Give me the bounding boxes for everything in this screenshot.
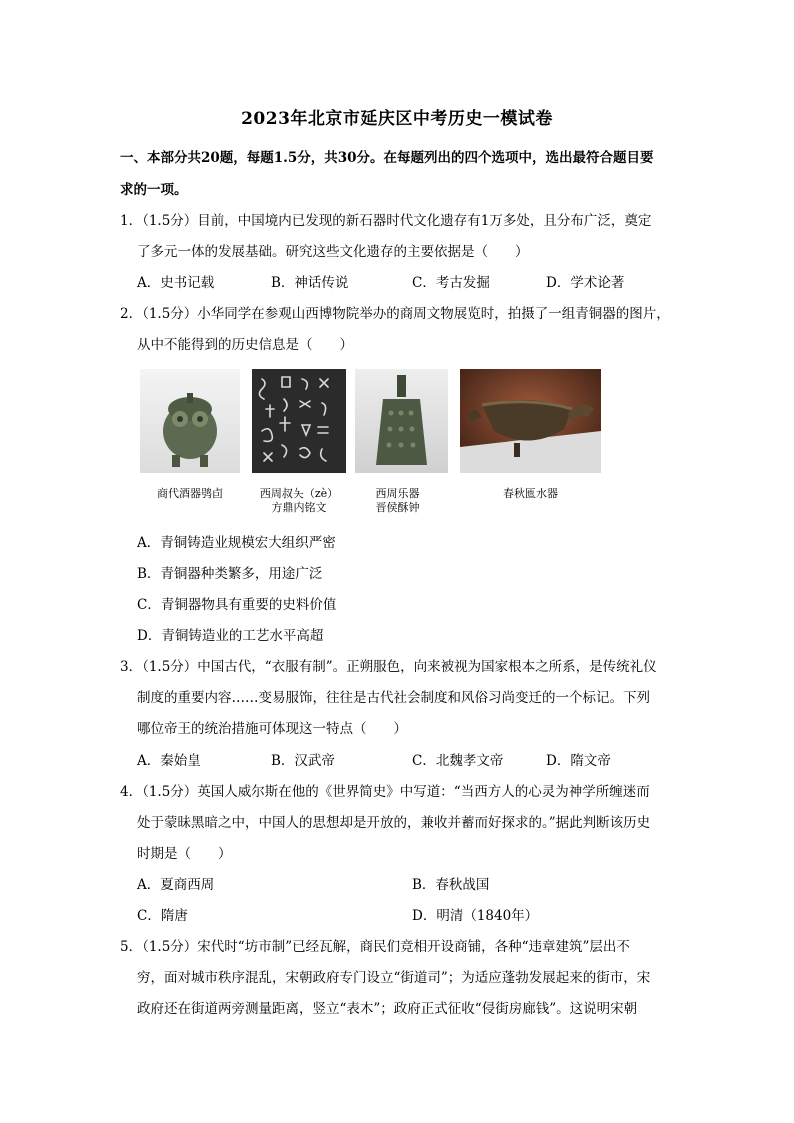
bronze-owl-vessel-image bbox=[140, 369, 240, 473]
question-1-line1: 1．（1.5分）目前，中国境内已发现的新石器时代文化遗存有1万多处，且分布广泛，奠定 bbox=[120, 213, 652, 229]
question-2-option-d: D．青铜铸造业的工艺水平高超 bbox=[137, 628, 324, 644]
question-1-option-a: A．史书记载 bbox=[137, 275, 215, 291]
bronze-bell-image bbox=[355, 369, 448, 473]
caption-bell-line2: 晋侯酥钟 bbox=[375, 501, 420, 514]
question-4-line2: 处于蒙昧黑暗之中，中国人的思想却是开放的，兼收并蓄而好探求的。”据此判断该历史 bbox=[137, 815, 651, 831]
section-instruction-line1: 一、本部分共20题，每题1.5分，共30分。在每题列出的四个选项中，选出最符合题目要 bbox=[120, 150, 654, 166]
question-5-line1: 5．（1.5分）宋代时“坊市制”已经瓦解，商民们竞相开设商铺，各种“违章建筑”层出不 bbox=[120, 939, 630, 955]
question-4-option-b: B．春秋战国 bbox=[412, 877, 490, 893]
bronze-inscription-rubbing-image bbox=[252, 369, 346, 473]
question-3-line3: 哪位帝王的统治措施可体现这一特点（ ） bbox=[137, 721, 407, 737]
caption-inscription-line2: 方鼎内铭文 bbox=[271, 501, 327, 514]
question-5-line3: 政府还在街道两旁测量距离，竖立“表木”；政府正式征收“侵街房廊钱”。这说明宋朝 bbox=[137, 1001, 638, 1017]
question-1-option-c: C．考古发掘 bbox=[412, 275, 490, 291]
question-3-option-d: D．隋文帝 bbox=[546, 753, 611, 769]
question-4-line1: 4．（1.5分）英国人威尔斯在他的《世界简史》中写道：“当西方人的心灵为神学所缠迷而 bbox=[120, 784, 650, 800]
question-2-line1: 2．（1.5分）小华同学在参观山西博物院举办的商周文物展览时，拍摄了一组青铜器的图片， bbox=[120, 306, 670, 322]
question-2-line2: 从中不能得到的历史信息是（ ） bbox=[137, 337, 353, 353]
section-instruction-line2: 求的一项。 bbox=[120, 182, 188, 198]
question-1-option-d: D．学术论著 bbox=[546, 275, 625, 291]
bronze-water-vessel-image bbox=[460, 369, 601, 473]
caption-inscription-line1: 西周叔夨（zè） bbox=[259, 487, 339, 500]
question-2-option-a: A．青铜铸造业规模宏大组织严密 bbox=[137, 535, 336, 551]
question-3-option-a: A．秦始皇 bbox=[137, 753, 201, 769]
question-2-option-c: C．青铜器物具有重要的史料价值 bbox=[137, 597, 337, 613]
caption-water-vessel: 春秋匜水器 bbox=[503, 487, 558, 500]
question-1-line2: 了多元一体的发展基础。研究这些文化遗存的主要依据是（ ） bbox=[137, 244, 529, 260]
question-3-line2: 制度的重要内容……变易服饰，往往是古代社会制度和风俗习尚变迁的一个标记。下列 bbox=[137, 690, 650, 706]
question-4-option-d: D．明清（1840年） bbox=[412, 908, 539, 924]
caption-owl-vessel: 商代酒器鸮卣 bbox=[157, 487, 223, 500]
question-3-option-c: C．北魏孝文帝 bbox=[412, 753, 504, 769]
question-4-option-c: C．隋唐 bbox=[137, 908, 188, 924]
question-4-option-a: A．夏商西周 bbox=[137, 877, 215, 893]
question-1-option-b: B．神话传说 bbox=[271, 275, 349, 291]
question-3-option-b: B．汉武帝 bbox=[271, 753, 335, 769]
question-5-line2: 穷，面对城市秩序混乱，宋朝政府专门设立“街道司”；为适应蓬勃发展起来的街市，宋 bbox=[137, 970, 651, 986]
caption-bell-line1: 西周乐器 bbox=[375, 487, 420, 500]
question-2-option-b: B．青铜器种类繁多，用途广泛 bbox=[137, 566, 323, 582]
question-4-line3: 时期是（ ） bbox=[137, 846, 232, 862]
question-3-line1: 3．（1.5分）中国古代，“衣服有制”。正朔服色，向来被视为国家根本之所系，是传统礼仪 bbox=[120, 659, 657, 675]
page-title: 2023年北京市延庆区中考历史一模试卷 bbox=[241, 109, 553, 129]
